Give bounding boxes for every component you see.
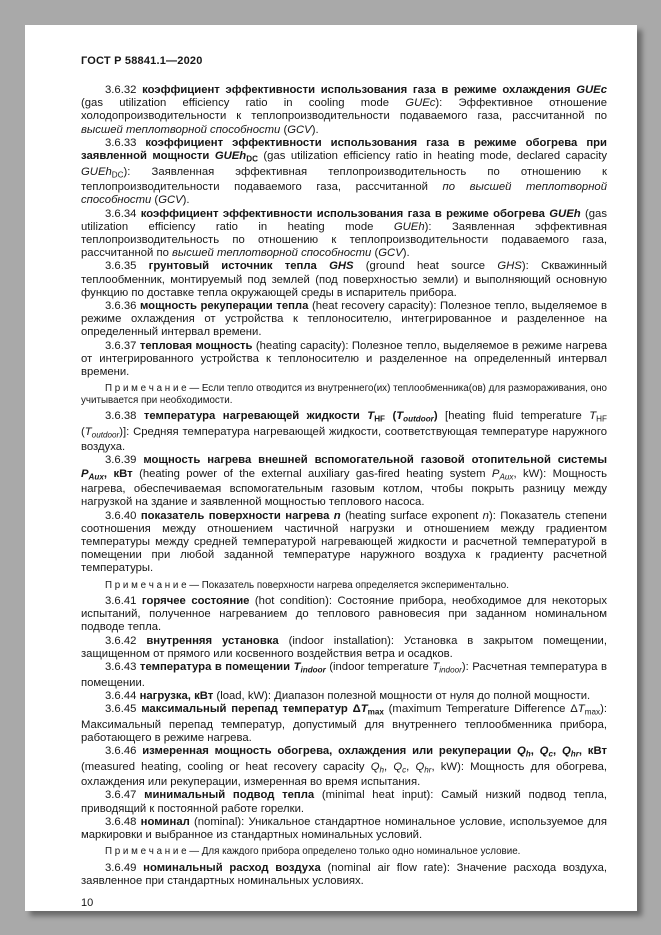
text-segment: коэффициент эффективности использования газа в режиме охлаждения: [142, 84, 577, 96]
text-segment: (heating power of the external auxiliary gas-fired heating system: [132, 467, 492, 480]
text-segment: Q: [561, 744, 571, 757]
text-segment: GUEh: [549, 207, 581, 220]
text-segment: Q: [539, 744, 549, 757]
text-segment: hr: [570, 749, 579, 759]
text-segment: ,: [384, 760, 394, 773]
text-segment: ).: [182, 194, 190, 207]
text-segment: ,: [530, 744, 540, 757]
text-segment: 3.6.32: [105, 84, 143, 96]
text-segment: 3.6.33: [105, 136, 146, 149]
text-segment: номинальный расход воздуха: [143, 861, 321, 874]
text-segment: 3.6.46: [105, 744, 143, 757]
text-segment: внутренняя установка: [146, 634, 279, 647]
text-segment: температура нагревающей жидкости: [143, 410, 368, 423]
text-segment: T: [360, 703, 368, 715]
text-segment: (indoor installation): Установка в закрытом помещении, защищенном от прямого или косвенного воздействия ветра и осадков.: [81, 634, 607, 660]
definition-paragraph: [81, 745, 607, 789]
text-segment: 3.6.44: [105, 689, 140, 702]
text-segment: max: [584, 707, 601, 717]
text-segment: P: [491, 467, 500, 480]
text-segment: Aux: [88, 471, 104, 481]
text-segment: 3.6.35: [105, 260, 149, 273]
text-segment: GCV: [158, 194, 183, 207]
text-segment: Q: [415, 760, 425, 773]
text-segment: 3.6.45: [105, 703, 142, 715]
text-segment: ): Показатель степени соотношения между отношением частичной нагрузки и отношением между градиентом температуры между средней температурой нагревающей жидкости и расчетной температурой в помещении при любой заданной температуре наружного воздуха к градиенту расчетной температуры.: [81, 509, 607, 575]
text-segment: T: [589, 410, 597, 423]
text-segment: минимальный подвод тепла: [144, 789, 315, 802]
text-segment: (nominal): Уникальное стандартное номинальное условие, используемое для маркировки и выбранное из стандартных номинальных условий.: [81, 815, 607, 841]
text-segment: 3.6.36: [105, 300, 140, 312]
definition-paragraph: [81, 661, 607, 690]
definition-paragraph: [81, 208, 607, 261]
text-segment: T: [577, 703, 585, 715]
text-segment: Δ: [352, 703, 361, 715]
text-segment: температура в помещении: [139, 661, 294, 674]
text-segment: , kW): Мощность нагрева, обеспечиваемая вспомогательным газовым котлом, чтобы покрыть разницу между нагрузкой на здание и заявленной мощностью теплового насоса.: [81, 467, 607, 509]
text-segment: (indoor temperature: [325, 661, 433, 674]
text-segment: номинал: [140, 815, 190, 828]
text-segment: (gas utilization efficiency ratio in heating mode, declared capacity: [257, 150, 607, 163]
text-segment: , кВт: [103, 467, 133, 480]
text-segment: по высшей теплотворной способности: [81, 181, 607, 207]
text-segment: (maximum Temperature Difference: [383, 703, 571, 715]
text-segment: T: [432, 661, 440, 674]
document-header: ГОСТ Р 58841.1—2020: [81, 55, 203, 67]
text-segment: outdoor: [403, 414, 434, 424]
text-segment: ): Заявленная эффективная теплопроизводительность по отношению к теплопроизводительности подаваемого газа, рассчитанной по: [81, 220, 607, 260]
definition-paragraph: [81, 84, 607, 137]
text-segment: HF: [374, 414, 386, 424]
text-segment: 3.6.34: [105, 207, 141, 220]
text-segment: ): Скважинный теплообменник, монтируемый под землей (под поверхностью земли) и выполняющий основную функцию по доставке тепла окружающей среды в испаритель прибора.: [81, 260, 607, 299]
text-segment: показатель поверхности нагрева: [140, 509, 334, 522]
text-segment: высшей теплотворной способности: [172, 247, 372, 260]
text-segment: T: [396, 410, 404, 423]
text-segment: HF: [596, 414, 607, 424]
definition-paragraph: [81, 690, 607, 703]
text-segment: П р и м е ч а н и е — Показатель поверхности нагрева определяется экспериментально.: [105, 579, 509, 591]
text-segment: мощность рекуперации тепла: [139, 300, 309, 312]
text-segment: indoor: [300, 665, 326, 675]
definition-paragraph: [81, 137, 607, 208]
text-segment: ): [433, 410, 438, 423]
text-segment: (: [81, 425, 85, 438]
text-segment: ): Эффективное отношение холодопроизводительности к теплопроизводительности подаваемого газа, рассчитанной по: [81, 97, 608, 123]
text-segment: max: [367, 707, 384, 717]
text-segment: GCV: [378, 247, 403, 260]
definition-paragraph: [81, 300, 607, 340]
text-segment: 3.6.49: [105, 861, 144, 874]
text-segment: (load, kW): Диапазон полезной мощности от нуля до полной мощности.: [213, 689, 591, 702]
text-segment: Δ: [570, 703, 578, 715]
text-segment: (: [151, 194, 159, 207]
text-segment: 3.6.40: [105, 509, 141, 522]
text-segment: (gas utilization efficiency ratio in heating mode: [81, 207, 607, 233]
text-segment: Aux: [499, 471, 514, 481]
text-segment: h: [379, 764, 385, 774]
text-segment: ).: [311, 123, 319, 136]
text-segment: GUEc: [576, 84, 607, 96]
text-segment: T: [84, 425, 92, 438]
definition-paragraph: [81, 454, 607, 509]
text-segment: GUEh: [214, 150, 247, 163]
definition-paragraph: [81, 510, 607, 576]
text-segment: h: [525, 749, 531, 759]
page-number: 10: [81, 896, 94, 909]
text-segment: GUEh: [393, 220, 425, 233]
note-paragraph: [81, 846, 607, 857]
text-segment: (heat recovery capacity): Полезное тепло, выделяемое в режиме охлаждения от устройства к теплоносителю, интегрированное и разделенное на определенный интервал времени.: [81, 300, 607, 339]
note-paragraph: [81, 383, 607, 406]
text-segment: 3.6.37: [105, 339, 140, 352]
text-segment: 3.6.47: [105, 789, 145, 802]
text-segment: 3.6.41: [105, 595, 142, 607]
definition-paragraph: [81, 410, 607, 454]
text-segment: коэффициент эффективности использования газа в режиме обогрева: [140, 207, 550, 220]
text-segment: P: [81, 467, 89, 480]
text-segment: [heating fluid temperature: [437, 410, 590, 423]
text-segment: c: [548, 749, 553, 759]
text-segment: ).: [402, 247, 410, 260]
text-segment: грунтовый источник тепла: [148, 260, 330, 273]
text-segment: ): Заявленная эффективная теплопроизводительность по отношению к теплопроизводительности подаваемого газа, рассчитанной: [81, 165, 607, 194]
text-segment: 3.6.42: [105, 634, 147, 647]
definition-paragraph: [81, 635, 607, 661]
definition-paragraph: [81, 703, 607, 745]
text-segment: , кВт: [578, 744, 607, 757]
text-segment: (heating surface exponent: [340, 509, 483, 522]
text-segment: тепловая мощность: [139, 339, 253, 352]
text-segment: (minimal heat input): Самый низкий подвод тепла, приводящий к постоянной работе горелки.: [81, 789, 607, 815]
text-segment: ): Максимальный перепад температур, допустимый для внутреннего теплообменника прибора, работающего в режиме нагрева.: [81, 703, 607, 744]
text-segment: GUEh: [81, 165, 112, 178]
note-paragraph: [81, 580, 607, 591]
text-segment: горячее состояние: [141, 595, 250, 607]
text-segment: П р и м е ч а н и е — Если тепло отводится из внутреннего(их) теплообменника(ов) для размораживания, оно учитывается при необходимости.: [81, 383, 607, 406]
text-segment: коэффициент эффективности использования газа в режиме обогрева при заявленной мощности: [81, 136, 607, 163]
text-segment: 3.6.43: [105, 661, 140, 674]
text-segment: 3.6.48: [105, 815, 141, 828]
text-segment: T: [367, 410, 375, 423]
text-segment: измеренная мощность обогрева, охлаждения или рекуперации: [142, 744, 517, 757]
text-segment: DC: [111, 169, 124, 179]
text-segment: (hot condition): Состояние прибора, необходимое для некоторых испытаний, полученное нагреванием до теплового равновесия при заданном номинальном подводе тепла.: [81, 595, 607, 634]
text-segment: ,: [406, 760, 416, 773]
text-segment: GCV: [287, 123, 312, 136]
definition-paragraph: [81, 862, 607, 888]
text-segment: (measured heating, cooling or heat recovery capacity: [81, 760, 371, 773]
text-segment: (: [385, 410, 397, 423]
text-segment: n: [482, 509, 489, 522]
text-segment: ): Расчетная температура в помещении.: [81, 661, 608, 689]
text-segment: 3.6.38: [105, 410, 144, 423]
text-segment: П р и м е ч а н и е — Для каждого прибора определено только одно номинальное условие.: [105, 846, 521, 858]
text-segment: n: [333, 509, 341, 522]
text-segment: Q: [516, 744, 526, 757]
text-segment: ,: [553, 744, 562, 757]
text-segment: (: [371, 247, 379, 260]
text-segment: высшей теплотворной способности: [81, 123, 281, 136]
definition-paragraph: [81, 260, 607, 300]
definition-paragraph: [81, 789, 607, 815]
text-segment: GHS: [497, 260, 522, 273]
text-segment: outdoor: [91, 429, 120, 439]
text-segment: мощность нагрева внешней вспомогательной газовой отопительной системы: [143, 454, 607, 467]
text-segment: (nominal air flow rate): Значение расхода воздуха, заявленное при стандартных номинальных условиях.: [81, 861, 607, 887]
definition-paragraph: [81, 816, 607, 842]
text-segment: )]: Средняя температура нагревающей жидкости, соответствующая температуре наружного воздуха.: [81, 425, 607, 454]
text-segment: максимальный перепад температур: [141, 703, 353, 715]
text-segment: hr: [424, 764, 432, 774]
document-body: [81, 84, 607, 888]
text-segment: GUEc: [405, 97, 436, 110]
text-segment: indoor: [439, 665, 462, 675]
text-segment: GHS: [329, 260, 354, 273]
document-page: [25, 25, 637, 911]
text-segment: Q: [370, 760, 380, 773]
text-segment: нагрузка, кВт: [139, 689, 214, 702]
definition-paragraph: [81, 595, 607, 635]
text-segment: , kW): Мощность для обогрева, охлаждения или рекуперации, измеренная во время испытания.: [81, 760, 608, 789]
text-segment: (gas utilization efficiency ratio in cooling mode: [81, 97, 406, 110]
text-segment: (: [280, 123, 288, 136]
text-segment: 3.6.39: [105, 454, 144, 467]
text-segment: (heating capacity): Полезное тепло, выделяемое в режиме нагрева от интегрированного устройства к теплоносителю и разделенное на определенный интервал времени.: [81, 339, 607, 379]
text-segment: DC: [246, 154, 258, 164]
text-segment: Q: [393, 760, 403, 773]
definition-paragraph: [81, 340, 607, 380]
text-segment: (ground heat source: [353, 260, 498, 273]
text-segment: c: [402, 764, 407, 774]
text-segment: T: [293, 661, 301, 674]
